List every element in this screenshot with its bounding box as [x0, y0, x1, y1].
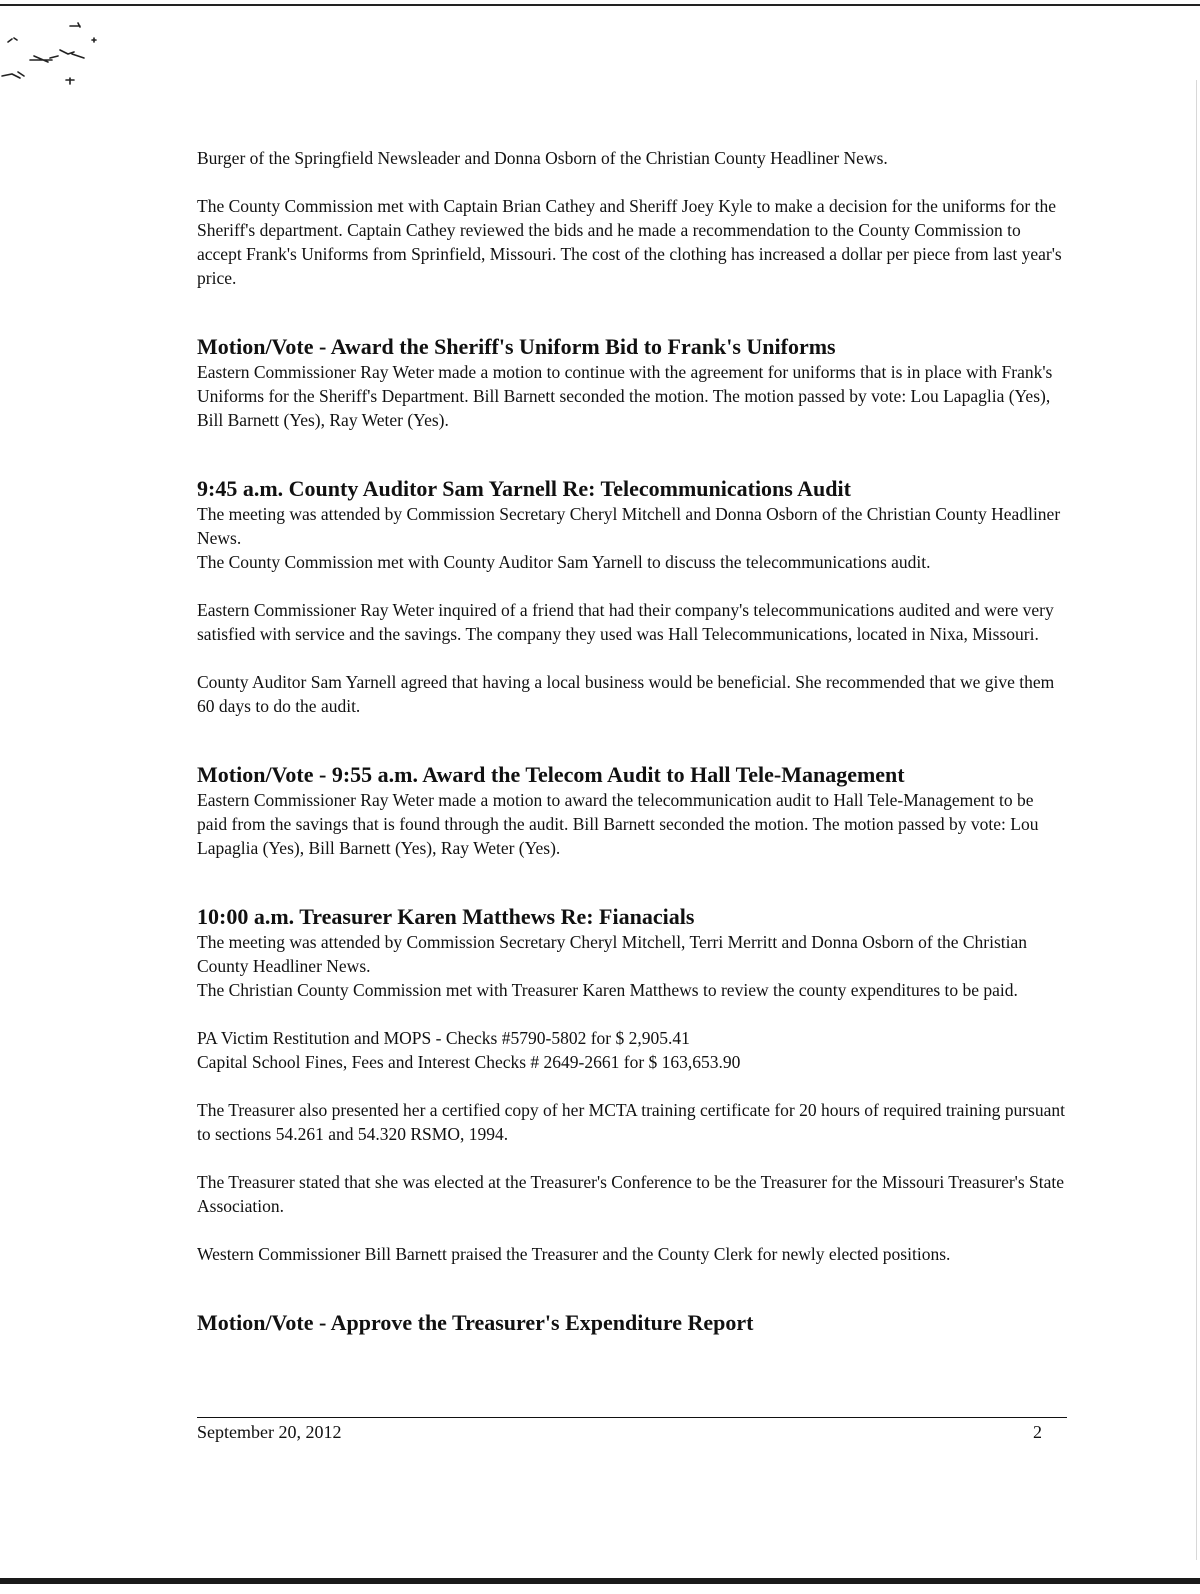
checks-line-2: Capital School Fines, Fees and Interest Checks # 2649-2661 for $ 163,653.90: [197, 1052, 741, 1072]
scan-noise-marks: [0, 20, 110, 100]
intro-paragraph: Burger of the Springfield Newsleader and Donna Osborn of the Christian County Headliner News.: [197, 148, 888, 168]
telecom-vote-text: Eastern Commissioner Ray Weter made a motion to award the telecommunication audit to Hall Tele-Management to be paid from the savings that is found through the audit. Bill Barnett seconded the motion. The motion passed by vote: Lou Lapaglia (Yes), Bill Barnett (Yes), Ray Weter (Yes).: [197, 790, 1039, 858]
uniform-vote-text: Eastern Commissioner Ray Weter made a motion to continue with the agreement for uniforms that is in place with Frank's Uniforms for the Sheriff's Department. Bill Barnett seconded the motion. The motion passed by vote: Lou Lapaglia (Yes), Bill Barnett (Yes), Ray Weter (Yes).: [197, 362, 1053, 430]
auditor-purpose: The County Commission met with County Auditor Sam Yarnell to discuss the telecommunications audit.: [197, 552, 931, 572]
treasurer-attendance: The meeting was attended by Commission Secretary Cheryl Mitchell, Terri Merritt and Donna Osborn of the Christian County Headliner News.: [197, 932, 1028, 976]
treasurer-certificate-paragraph: The Treasurer also presented her a certified copy of her MCTA training certificate for 20 hours of required training pursuant to sections 54.261 and 54.320 RSMO, 1994.: [197, 1100, 1065, 1144]
scan-top-border: [0, 4, 1200, 6]
page-footer: [197, 1417, 1067, 1443]
footer-rule: [197, 1417, 1067, 1418]
expenditure-vote-heading: Motion/Vote - Approve the Treasurer's Expenditure Report: [197, 1310, 754, 1335]
checks-line-1: PA Victim Restitution and MOPS - Checks #5790-5802 for $ 2,905.41: [197, 1028, 690, 1048]
treasurer-praise-paragraph: Western Commissioner Bill Barnett praised the Treasurer and the County Clerk for newly elected positions.: [197, 1244, 951, 1264]
treasurer-purpose: The Christian County Commission met with Treasurer Karen Matthews to review the county expenditures to be paid.: [197, 980, 1018, 1000]
telecom-vote-heading: Motion/Vote - 9:55 a.m. Award the Telecom Audit to Hall Tele-Management: [197, 762, 905, 787]
footer-date: September 20, 2012: [197, 1422, 342, 1442]
document-body: [197, 146, 1067, 1336]
uniform-vote-heading: Motion/Vote - Award the Sheriff's Uniform Bid to Frank's Uniforms: [197, 334, 836, 359]
treasurer-heading: 10:00 a.m. Treasurer Karen Matthews Re: Fianacials: [197, 904, 695, 929]
auditor-paragraph-recommendation: County Auditor Sam Yarnell agreed that having a local business would be beneficial. She recommended that we give them 60 days to do the audit.: [197, 672, 1055, 716]
uniforms-paragraph: The County Commission met with Captain Brian Cathey and Sheriff Joey Kyle to make a decision for the uniforms for the Sheriff's department. Captain Cathey reviewed the bids and he made a recommendation to the County Commission to accept Frank's Uniforms from Sprinfield, Missouri. The cost of the clothing has increased a dollar per piece from last year's price.: [197, 196, 1062, 288]
auditor-paragraph-friend: Eastern Commissioner Ray Weter inquired of a friend that had their company's telecommunications audited and were very satisfied with service and the savings. The company they used was Hall Telecommunications, located in Nixa, Missouri.: [197, 600, 1054, 644]
treasurer-elected-paragraph: The Treasurer stated that she was elected at the Treasurer's Conference to be the Treasurer for the Missouri Treasurer's State Association.: [197, 1172, 1064, 1216]
auditor-attendance: The meeting was attended by Commission Secretary Cheryl Mitchell and Donna Osborn of the Christian County Headliner News.: [197, 504, 1061, 548]
scan-right-edge: [1196, 80, 1197, 1560]
scan-bottom-border: [0, 1578, 1200, 1584]
page-number: 2: [1033, 1422, 1042, 1442]
auditor-heading: 9:45 a.m. County Auditor Sam Yarnell Re: Telecommunications Audit: [197, 476, 851, 501]
